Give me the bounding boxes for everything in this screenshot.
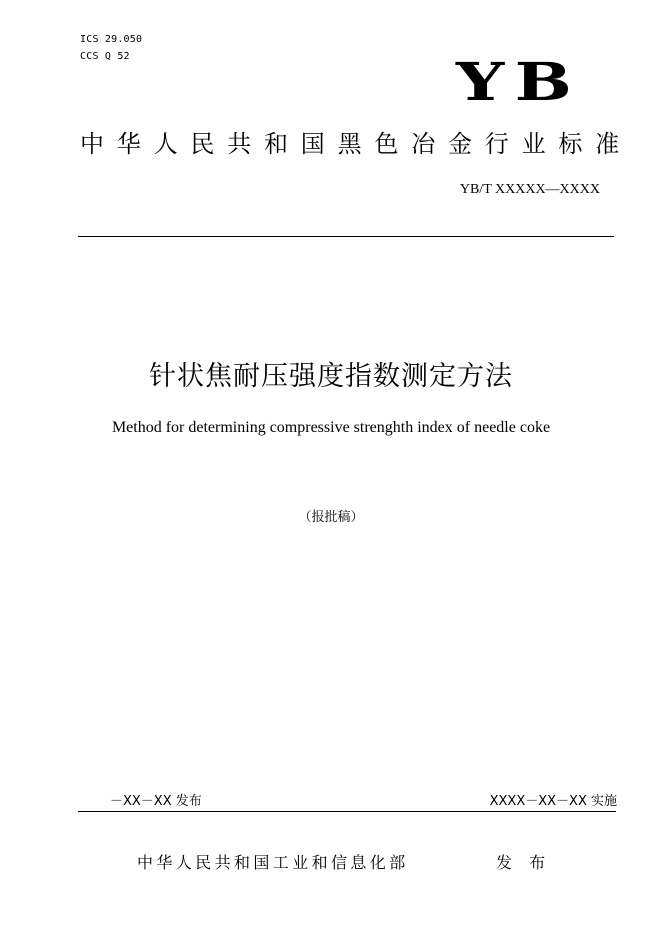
issuing-authority: 中华人民共和国工业和信息化部 xyxy=(137,853,409,872)
ics-code: ICS 29.050 xyxy=(80,34,143,45)
industry-standard-heading: 中华人民共和国黑色冶金行业标准 xyxy=(80,130,632,158)
yb-logo: YB xyxy=(456,52,583,113)
implementation-date: XXXX－XX－XX 实施 xyxy=(489,794,617,809)
standard-number: YB/T XXXXX—XXXX xyxy=(459,182,600,197)
issue-date: －XX－XX 发布 xyxy=(110,794,202,809)
draft-status: （报批稿） xyxy=(298,510,364,525)
header-divider xyxy=(78,236,614,237)
footer-divider xyxy=(78,811,616,812)
ccs-code: CCS Q 52 xyxy=(80,51,130,62)
publish-label: 发 布 xyxy=(496,853,552,872)
document-title-english: Method for determining compressive strenghth index of needle coke xyxy=(111,419,551,436)
document-title-chinese: 针状焦耐压强度指数测定方法 xyxy=(149,361,513,392)
